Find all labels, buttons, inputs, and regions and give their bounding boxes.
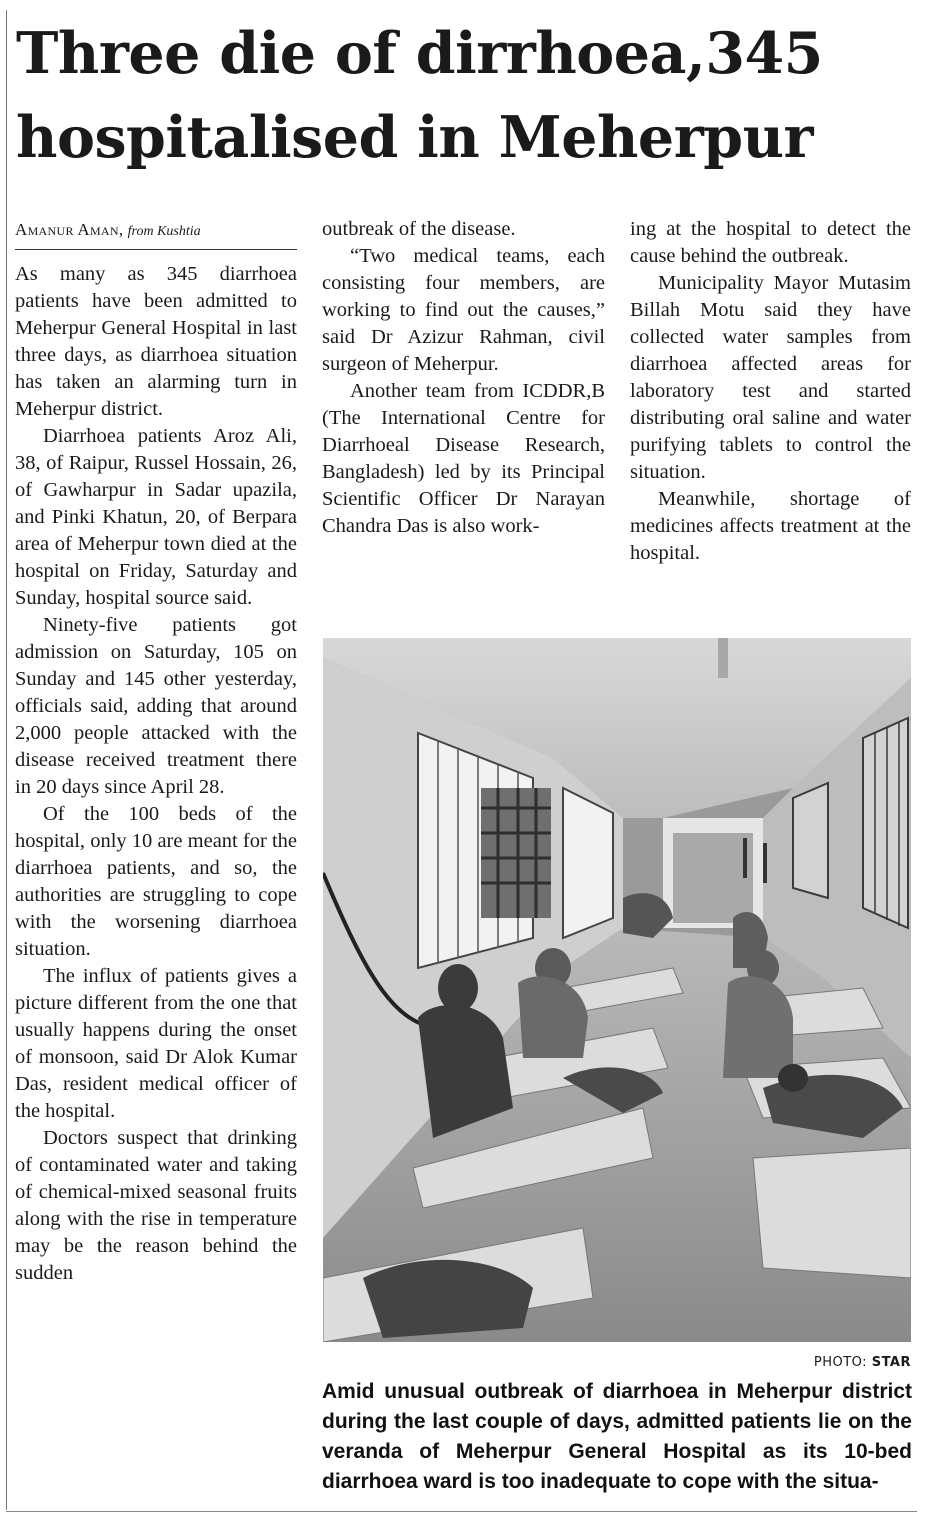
byline-author: Amanur Aman, <box>15 220 124 239</box>
paragraph: Diarrhoea patients Aroz Ali, 38, of Raipur, Russel Hossain, 26, of Gawharpur in Sadar upazila, and Pinki Khatun, 20, of Berpara area of Meherpur town died at the hospital on Friday, Saturday and Sunday, hospital source said. <box>15 425 297 609</box>
paragraph: “Two medical teams, each consisting four members, are working to find out the causes,” said Dr Azizur Rahman, civil surgeon of Meherpur. <box>322 245 605 375</box>
photo-caption: Amid unusual outbreak of diarrhoea in Meherpur district during the last couple of days, admitted patients lie on the veranda of Meherpur General Hospital as its 10-bed diarrhoea ward is too inadequate to cope with the situa- <box>322 1380 912 1493</box>
article-column-1 <box>15 261 297 1287</box>
bottom-rule <box>6 1511 917 1512</box>
paragraph: Of the 100 beds of the hospital, only 10 are meant for the diarrhoea patients, and so, the authorities are struggling to cope with the worsening diarrhoea situation. <box>15 803 297 960</box>
article-column-3 <box>630 216 911 567</box>
photo-credit-label: PHOTO: <box>813 1355 872 1370</box>
paragraph: Ninety-five patients got admission on Saturday, 105 on Sunday and 145 other yesterday, officials said, adding that around 2,000 people attacked with the disease received treatment there in 20 days since April 28. <box>15 614 297 798</box>
paragraph: Municipality Mayor Mutasim Billah Motu said they have collected water samples from diarrhoea affected areas for laboratory test and started distributing oral saline and water purifying tablets to control the situation. <box>630 272 911 483</box>
headline: Three die of dirrhoea,345 hospitalised in Meherpur <box>16 20 823 171</box>
byline <box>15 220 297 250</box>
photo-credit <box>814 1355 911 1370</box>
paragraph: The influx of patients gives a picture different from the one that usually happens during the onset of monsoon, said Dr Alok Kumar Das, resident medical officer of the hospital. <box>15 965 297 1122</box>
paragraph: Meanwhile, shortage of medicines affects treatment at the hospital. <box>630 488 911 564</box>
left-column-rule <box>6 10 7 1510</box>
hospital-veranda-illustration <box>323 638 911 1342</box>
paragraph: Doctors suspect that drinking of contaminated water and taking of chemical-mixed seasonal fruits along with the rise in temperature may be the reason behind the sudden <box>15 1127 297 1284</box>
paragraph: As many as 345 diarrhoea patients have been admitted to Meherpur General Hospital in last three days, as diarrhoea situation has taken an alarming turn in Meherpur district. <box>15 263 297 420</box>
byline-location: from Kushtia <box>127 224 201 239</box>
paragraph: ing at the hospital to detect the cause behind the outbreak. <box>630 218 911 267</box>
photo-credit-source: STAR <box>871 1355 911 1370</box>
paragraph: outbreak of the disease. <box>322 218 516 240</box>
paragraph: Another team from ICDDR,B (The International Centre for Diarrhoeal Disease Research, Bangladesh) led by its Principal Scientific Officer Dr Narayan Chandra Das is also work- <box>322 380 605 537</box>
news-photo <box>323 638 911 1342</box>
article-column-2 <box>322 216 605 540</box>
